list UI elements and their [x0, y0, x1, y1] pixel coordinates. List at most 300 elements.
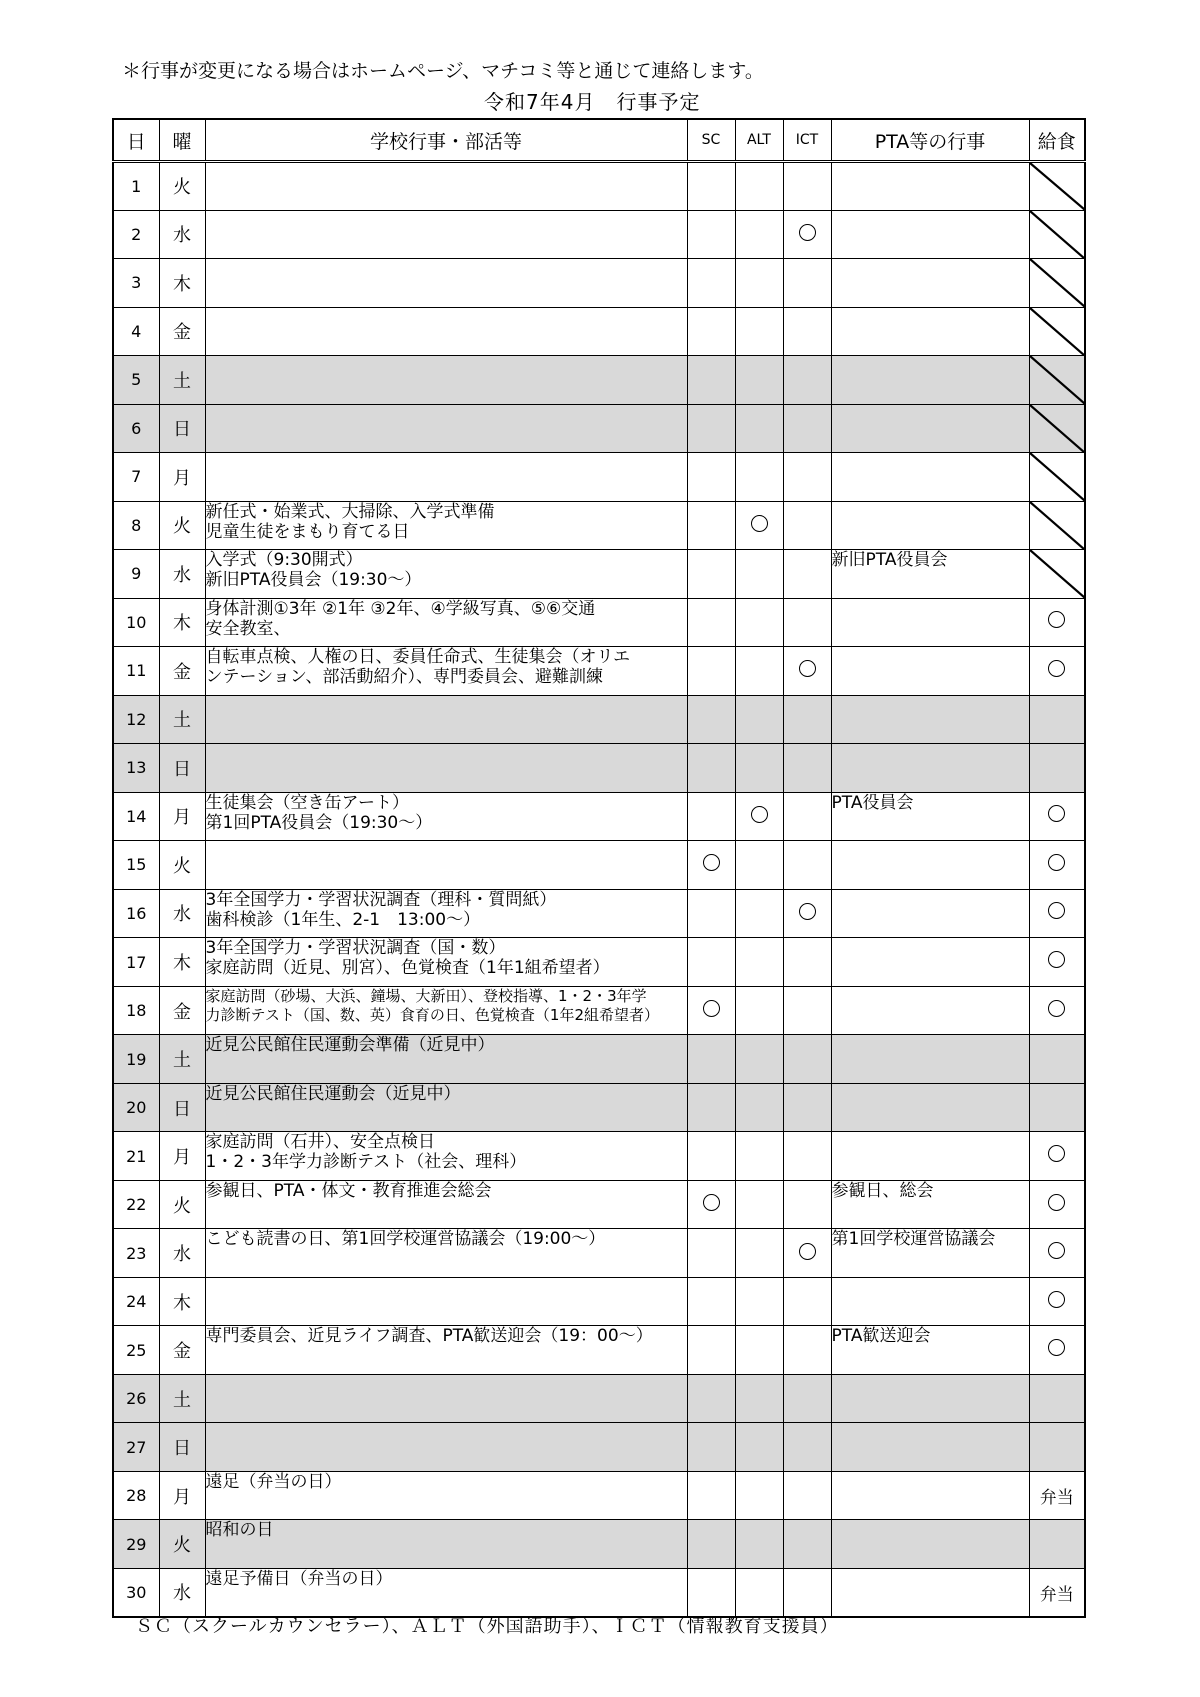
- pta-event-cell: 新旧PTA役員会: [831, 550, 1029, 599]
- events-cell: [205, 259, 687, 308]
- pta-event-cell: 第1回学校運営協議会: [831, 1229, 1029, 1278]
- lunch-circle-icon: [1048, 1291, 1065, 1308]
- col-header-events: 学校行事・部活等: [205, 119, 687, 162]
- lunch-none-cell: [1029, 259, 1085, 308]
- schedule-row: [113, 1180, 1085, 1229]
- sc-mark-cell: [687, 453, 735, 502]
- ict-mark-cell: [783, 550, 831, 599]
- sc-mark-cell: [687, 1568, 735, 1617]
- no-lunch-slash-icon: [1030, 259, 1085, 307]
- events-cell: [205, 598, 687, 647]
- alt-mark-cell: [735, 744, 783, 793]
- schedule-row: [113, 938, 1085, 987]
- event-line: 1・2・3年学力診断テスト（社会、理科）: [205, 1152, 527, 1173]
- sc-mark-cell: [687, 1326, 735, 1375]
- schedule-row: [113, 744, 1085, 793]
- event-line: 3年全国学力・学習状況調査（国・数）: [205, 938, 506, 959]
- day-cell: 24: [113, 1277, 159, 1326]
- events-cell: [205, 1035, 687, 1084]
- weekday-cell: 日: [159, 1423, 205, 1472]
- pta-event-cell: [831, 695, 1029, 744]
- alt-mark-cell: [735, 647, 783, 696]
- pta-event-cell: [831, 1132, 1029, 1181]
- day-cell: 18: [113, 986, 159, 1035]
- pta-event-cell: [831, 1423, 1029, 1472]
- schedule-row: [113, 259, 1085, 308]
- lunch-cell: [1029, 1277, 1085, 1326]
- change-notice: ＊行事が変更になる場合はホームページ、マチコミ等と通じて連絡します。: [122, 60, 764, 82]
- events-cell: [205, 307, 687, 356]
- lunch-cell: 弁当: [1029, 1471, 1085, 1520]
- pta-event-cell: [831, 501, 1029, 550]
- weekday-cell: 木: [159, 598, 205, 647]
- pta-event-cell: PTA役員会: [831, 792, 1029, 841]
- schedule-row: [113, 404, 1085, 453]
- lunch-cell: [1029, 647, 1085, 696]
- weekday-cell: 金: [159, 307, 205, 356]
- sc-mark-cell: [687, 1083, 735, 1132]
- day-cell: 22: [113, 1180, 159, 1229]
- alt-mark-cell: [735, 1229, 783, 1278]
- weekday-cell: 火: [159, 1180, 205, 1229]
- day-cell: 2: [113, 210, 159, 259]
- event-line: 新旧PTA役員会（19:30～）: [205, 570, 422, 591]
- event-line: 児童生徒をまもり育てる日: [205, 521, 410, 542]
- ict-mark-cell: [783, 1568, 831, 1617]
- event-line: こども読書の日、第1回学校運営協議会（19:00～）: [205, 1229, 606, 1250]
- no-lunch-slash-icon: [1030, 405, 1085, 453]
- pta-event-cell: [831, 210, 1029, 259]
- day-cell: 20: [113, 1083, 159, 1132]
- alt-mark-cell: [735, 1180, 783, 1229]
- lunch-cell: [1029, 1083, 1085, 1132]
- weekday-cell: 土: [159, 1374, 205, 1423]
- events-cell: [205, 1180, 687, 1229]
- events-cell: [205, 1471, 687, 1520]
- sc-mark-cell: [687, 1520, 735, 1569]
- pta-event-cell: [831, 259, 1029, 308]
- lunch-circle-icon: [1048, 660, 1065, 677]
- alt-mark-cell: [735, 1471, 783, 1520]
- sc-mark-cell: [687, 307, 735, 356]
- day-cell: 9: [113, 550, 159, 599]
- schedule-row: [113, 307, 1085, 356]
- attendance-circle-icon: [751, 515, 768, 532]
- day-cell: 29: [113, 1520, 159, 1569]
- weekday-cell: 火: [159, 162, 205, 211]
- lunch-cell: [1029, 938, 1085, 987]
- weekday-cell: 日: [159, 1083, 205, 1132]
- pta-event-cell: [831, 1035, 1029, 1084]
- weekday-cell: 日: [159, 404, 205, 453]
- weekday-cell: 木: [159, 1277, 205, 1326]
- lunch-cell: [1029, 792, 1085, 841]
- day-cell: 15: [113, 841, 159, 890]
- schedule-row: [113, 356, 1085, 405]
- event-line: 新任式・始業式、大掃除、入学式準備: [205, 501, 495, 522]
- attendance-circle-icon: [799, 1243, 816, 1260]
- day-cell: 10: [113, 598, 159, 647]
- weekday-cell: 土: [159, 356, 205, 405]
- alt-mark-cell: [735, 695, 783, 744]
- event-line: 身体計測①3年 ②1年 ③2年、④学級写真、⑤⑥交通: [205, 598, 596, 619]
- event-line: 家庭訪問（砂場、大浜、鐘場、大新田）、登校指導、1・2・3年学: [205, 986, 647, 1005]
- event-line: 自転車点検、人権の日、委員任命式、生徒集会（オリエ: [205, 647, 631, 668]
- no-lunch-slash-icon: [1030, 550, 1085, 598]
- schedule-row: [113, 986, 1085, 1035]
- ict-mark-cell: [783, 1132, 831, 1181]
- events-cell: [205, 695, 687, 744]
- alt-mark-cell: [735, 1374, 783, 1423]
- ict-mark-cell: [783, 695, 831, 744]
- ict-mark-cell: [783, 307, 831, 356]
- pta-event-cell: 参観日、総会: [831, 1180, 1029, 1229]
- day-cell: 21: [113, 1132, 159, 1181]
- alt-mark-cell: [735, 1568, 783, 1617]
- event-line: 近見公民館住民運動会（近見中）: [205, 1083, 461, 1104]
- weekday-cell: 土: [159, 1035, 205, 1084]
- sc-mark-cell: [687, 162, 735, 211]
- lunch-cell: [1029, 889, 1085, 938]
- day-cell: 26: [113, 1374, 159, 1423]
- sc-mark-cell: [687, 1471, 735, 1520]
- weekday-cell: 水: [159, 210, 205, 259]
- ict-mark-cell: [783, 1423, 831, 1472]
- event-line: 専門委員会、近見ライフ調査、PTA歓送迎会（19：00～）: [205, 1326, 653, 1347]
- ict-mark-cell: [783, 356, 831, 405]
- alt-mark-cell: [735, 1423, 783, 1472]
- col-header-day: 日: [113, 119, 159, 162]
- ict-mark-cell: [783, 404, 831, 453]
- schedule-row: [113, 453, 1085, 502]
- weekday-cell: 金: [159, 986, 205, 1035]
- sc-mark-cell: [687, 1132, 735, 1181]
- weekday-cell: 月: [159, 1132, 205, 1181]
- ict-mark-cell: [783, 1471, 831, 1520]
- events-cell: [205, 889, 687, 938]
- lunch-circle-icon: [1048, 1194, 1065, 1211]
- event-line: 家庭訪問（石井）、安全点検日: [205, 1132, 435, 1153]
- pta-event-cell: [831, 1520, 1029, 1569]
- pta-event-cell: [831, 307, 1029, 356]
- alt-mark-cell: [735, 986, 783, 1035]
- schedule-row: [113, 1132, 1085, 1181]
- events-cell: [205, 404, 687, 453]
- pta-event-cell: [831, 647, 1029, 696]
- alt-mark-cell: [735, 598, 783, 647]
- weekday-cell: 水: [159, 1229, 205, 1278]
- schedule-table: [112, 118, 1086, 1618]
- weekday-cell: 火: [159, 841, 205, 890]
- day-cell: 23: [113, 1229, 159, 1278]
- pta-event-cell: [831, 841, 1029, 890]
- pta-event-cell: [831, 744, 1029, 793]
- lunch-cell: [1029, 744, 1085, 793]
- lunch-cell: [1029, 1035, 1085, 1084]
- day-cell: 11: [113, 647, 159, 696]
- alt-mark-cell: [735, 1326, 783, 1375]
- events-cell: [205, 210, 687, 259]
- events-cell: [205, 1326, 687, 1375]
- pta-event-cell: [831, 598, 1029, 647]
- sc-mark-cell: [687, 647, 735, 696]
- schedule-row: [113, 647, 1085, 696]
- schedule-row: [113, 1423, 1085, 1472]
- ict-mark-cell: [783, 1180, 831, 1229]
- ict-mark-cell: [783, 1083, 831, 1132]
- lunch-cell: [1029, 1229, 1085, 1278]
- alt-mark-cell: [735, 259, 783, 308]
- schedule-row: [113, 501, 1085, 550]
- ict-mark-cell: [783, 162, 831, 211]
- schedule-row: [113, 1229, 1085, 1278]
- schedule-row: [113, 1326, 1085, 1375]
- ict-mark-cell: [783, 744, 831, 793]
- attendance-circle-icon: [703, 1194, 720, 1211]
- day-cell: 12: [113, 695, 159, 744]
- pta-event-cell: [831, 453, 1029, 502]
- sc-mark-cell: [687, 889, 735, 938]
- sc-mark-cell: [687, 695, 735, 744]
- schedule-row: [113, 598, 1085, 647]
- col-header-sc: SC: [687, 119, 735, 162]
- pta-event-cell: [831, 404, 1029, 453]
- day-cell: 1: [113, 162, 159, 211]
- alt-mark-cell: [735, 356, 783, 405]
- event-line: 第1回PTA役員会（19:30～）: [205, 812, 433, 833]
- weekday-cell: 月: [159, 792, 205, 841]
- lunch-circle-icon: [1048, 854, 1065, 871]
- schedule-row: [113, 1374, 1085, 1423]
- alt-mark-cell: [735, 792, 783, 841]
- attendance-circle-icon: [799, 660, 816, 677]
- weekday-cell: 木: [159, 259, 205, 308]
- alt-mark-cell: [735, 501, 783, 550]
- alt-mark-cell: [735, 162, 783, 211]
- pta-event-cell: [831, 889, 1029, 938]
- event-line: 入学式（9:30開式）: [205, 550, 363, 571]
- events-cell: [205, 1229, 687, 1278]
- ict-mark-cell: [783, 1229, 831, 1278]
- lunch-circle-icon: [1048, 611, 1065, 628]
- schedule-title: 令和7年4月 行事予定: [484, 90, 701, 114]
- events-cell: [205, 1132, 687, 1181]
- alt-mark-cell: [735, 1520, 783, 1569]
- alt-mark-cell: [735, 938, 783, 987]
- attendance-circle-icon: [751, 806, 768, 823]
- weekday-cell: 火: [159, 1520, 205, 1569]
- weekday-cell: 金: [159, 647, 205, 696]
- ict-mark-cell: [783, 647, 831, 696]
- weekday-cell: 金: [159, 1326, 205, 1375]
- day-cell: 5: [113, 356, 159, 405]
- lunch-cell: [1029, 986, 1085, 1035]
- schedule-row: [113, 889, 1085, 938]
- staff-legend: ＳＣ（スクールカウンセラー）、ＡＬＴ（外国語助手）、ＩＣＴ（情報教育支援員）: [135, 1616, 839, 1637]
- ict-mark-cell: [783, 1277, 831, 1326]
- sc-mark-cell: [687, 1180, 735, 1229]
- lunch-circle-icon: [1048, 1339, 1065, 1356]
- ict-mark-cell: [783, 259, 831, 308]
- schedule-row: [113, 162, 1085, 211]
- events-cell: [205, 550, 687, 599]
- col-header-pta: PTA等の行事: [831, 119, 1029, 162]
- sc-mark-cell: [687, 598, 735, 647]
- lunch-circle-icon: [1048, 902, 1065, 919]
- ict-mark-cell: [783, 792, 831, 841]
- pta-event-cell: [831, 986, 1029, 1035]
- weekday-cell: 月: [159, 1471, 205, 1520]
- pta-event-cell: [831, 1277, 1029, 1326]
- sc-mark-cell: [687, 986, 735, 1035]
- sc-mark-cell: [687, 501, 735, 550]
- alt-mark-cell: [735, 889, 783, 938]
- day-cell: 17: [113, 938, 159, 987]
- lunch-cell: [1029, 598, 1085, 647]
- day-cell: 27: [113, 1423, 159, 1472]
- day-cell: 6: [113, 404, 159, 453]
- weekday-cell: 土: [159, 695, 205, 744]
- weekday-cell: 木: [159, 938, 205, 987]
- schedule-row: [113, 1083, 1085, 1132]
- attendance-circle-icon: [799, 903, 816, 920]
- no-lunch-slash-icon: [1030, 163, 1085, 210]
- events-cell: [205, 1083, 687, 1132]
- event-line: 昭和の日: [205, 1520, 274, 1541]
- no-lunch-slash-icon: [1030, 211, 1085, 259]
- event-line: 遠足（弁当の日）: [205, 1471, 342, 1492]
- lunch-cell: 弁当: [1029, 1568, 1085, 1617]
- weekday-cell: 水: [159, 550, 205, 599]
- alt-mark-cell: [735, 841, 783, 890]
- ict-mark-cell: [783, 598, 831, 647]
- events-cell: [205, 647, 687, 696]
- schedule-row: [113, 695, 1085, 744]
- alt-mark-cell: [735, 1277, 783, 1326]
- sc-mark-cell: [687, 1423, 735, 1472]
- alt-mark-cell: [735, 550, 783, 599]
- schedule-row: [113, 1277, 1085, 1326]
- no-lunch-slash-icon: [1030, 356, 1085, 404]
- sc-mark-cell: [687, 1035, 735, 1084]
- lunch-cell: [1029, 1520, 1085, 1569]
- lunch-none-cell: [1029, 307, 1085, 356]
- pta-event-cell: [831, 1083, 1029, 1132]
- alt-mark-cell: [735, 210, 783, 259]
- day-cell: 16: [113, 889, 159, 938]
- day-cell: 14: [113, 792, 159, 841]
- lunch-cell: [1029, 1132, 1085, 1181]
- sc-mark-cell: [687, 938, 735, 987]
- lunch-none-cell: [1029, 550, 1085, 599]
- attendance-circle-icon: [703, 854, 720, 871]
- schedule-body: [113, 162, 1085, 1617]
- weekday-cell: 日: [159, 744, 205, 793]
- lunch-circle-icon: [1048, 805, 1065, 822]
- events-cell: [205, 501, 687, 550]
- day-cell: 28: [113, 1471, 159, 1520]
- lunch-circle-icon: [1048, 951, 1065, 968]
- day-cell: 19: [113, 1035, 159, 1084]
- event-line: 3年全国学力・学習状況調査（理科・質問紙）: [205, 889, 557, 910]
- sc-mark-cell: [687, 404, 735, 453]
- schedule-row: [113, 792, 1085, 841]
- event-line: 遠足予備日（弁当の日）: [205, 1568, 393, 1589]
- lunch-circle-icon: [1048, 1145, 1065, 1162]
- pta-event-cell: [831, 1568, 1029, 1617]
- no-lunch-slash-icon: [1030, 308, 1085, 356]
- schedule-row: [113, 1568, 1085, 1617]
- alt-mark-cell: [735, 453, 783, 502]
- lunch-cell: [1029, 1423, 1085, 1472]
- ict-mark-cell: [783, 841, 831, 890]
- sc-mark-cell: [687, 356, 735, 405]
- lunch-none-cell: [1029, 453, 1085, 502]
- col-header-ict: ICT: [783, 119, 831, 162]
- ict-mark-cell: [783, 889, 831, 938]
- alt-mark-cell: [735, 1083, 783, 1132]
- day-cell: 30: [113, 1568, 159, 1617]
- events-cell: [205, 162, 687, 211]
- ict-mark-cell: [783, 501, 831, 550]
- sc-mark-cell: [687, 1374, 735, 1423]
- weekday-cell: 水: [159, 1568, 205, 1617]
- pta-event-cell: [831, 1471, 1029, 1520]
- weekday-cell: 水: [159, 889, 205, 938]
- events-cell: [205, 1277, 687, 1326]
- lunch-cell: [1029, 1374, 1085, 1423]
- schedule-row: [113, 1035, 1085, 1084]
- pta-event-cell: [831, 356, 1029, 405]
- lunch-none-cell: [1029, 356, 1085, 405]
- alt-mark-cell: [735, 1132, 783, 1181]
- ict-mark-cell: [783, 1374, 831, 1423]
- events-cell: [205, 792, 687, 841]
- pta-event-cell: [831, 162, 1029, 211]
- events-cell: [205, 986, 687, 1035]
- pta-event-cell: PTA歓送迎会: [831, 1326, 1029, 1375]
- attendance-circle-icon: [799, 224, 816, 241]
- sc-mark-cell: [687, 1277, 735, 1326]
- event-line: 家庭訪問（近見、別宮）、色覚検査（1年1組希望者）: [205, 958, 610, 979]
- lunch-cell: [1029, 1326, 1085, 1375]
- schedule-row: [113, 210, 1085, 259]
- lunch-none-cell: [1029, 210, 1085, 259]
- ict-mark-cell: [783, 1035, 831, 1084]
- ict-mark-cell: [783, 938, 831, 987]
- lunch-circle-icon: [1048, 1242, 1065, 1259]
- events-cell: [205, 356, 687, 405]
- day-cell: 13: [113, 744, 159, 793]
- day-cell: 25: [113, 1326, 159, 1375]
- sc-mark-cell: [687, 841, 735, 890]
- weekday-cell: 火: [159, 501, 205, 550]
- schedule-row: [113, 841, 1085, 890]
- day-cell: 3: [113, 259, 159, 308]
- schedule-row: [113, 1471, 1085, 1520]
- event-line: ンテーション、部活動紹介）、専門委員会、避難訓練: [205, 667, 603, 688]
- events-cell: [205, 1374, 687, 1423]
- weekday-cell: 月: [159, 453, 205, 502]
- event-line: 歯科検診（1年生、2-1 13:00～）: [205, 909, 481, 930]
- attendance-circle-icon: [703, 1000, 720, 1017]
- pta-event-cell: [831, 1374, 1029, 1423]
- lunch-none-cell: [1029, 162, 1085, 211]
- day-cell: 7: [113, 453, 159, 502]
- event-line: 安全教室、: [205, 618, 291, 639]
- sc-mark-cell: [687, 550, 735, 599]
- ict-mark-cell: [783, 1520, 831, 1569]
